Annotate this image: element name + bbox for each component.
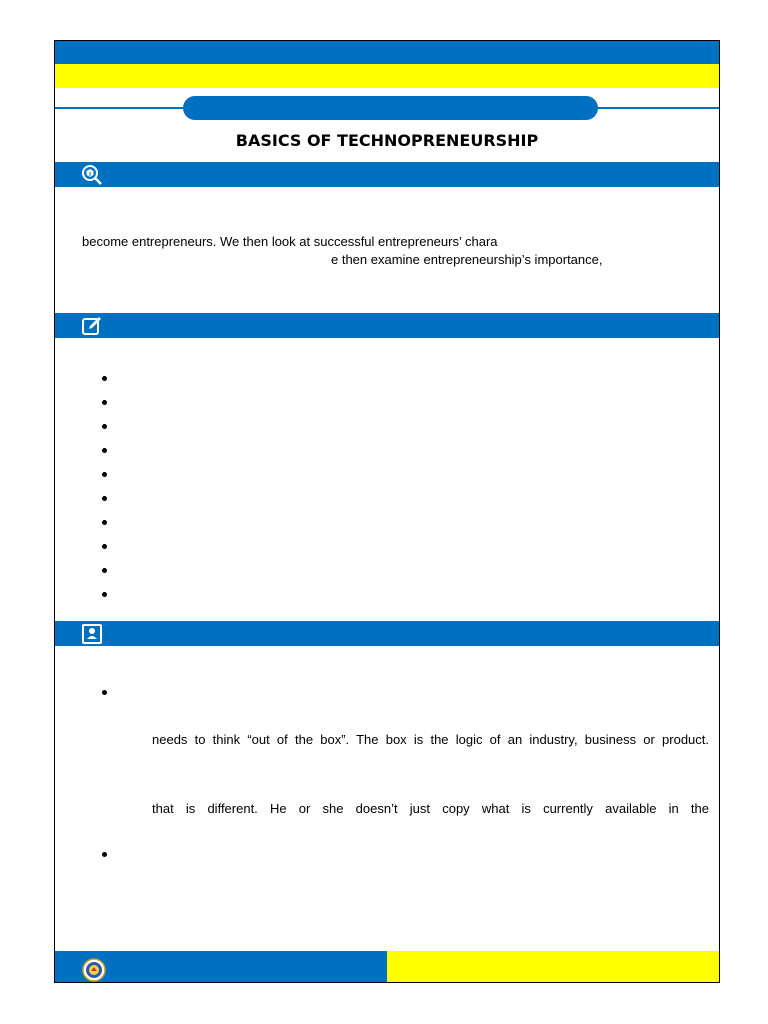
objective-bullet (101, 543, 109, 551)
objective-bullet (101, 447, 109, 455)
page-title: BASICS OF TECHNOPRENEURSHIP (235, 131, 539, 150)
objective-bullet (101, 375, 109, 383)
overview-text-line-1: become entrepreneurs. We then look at successful entrepreneurs’ chara (82, 234, 498, 249)
content-text-line-2: that is different. He or she doesn’t just copy what is currently available in the (152, 801, 709, 816)
overview-text-line-2: e then examine entrepreneurship’s importance, (331, 252, 603, 267)
objective-bullet (101, 519, 109, 527)
footer-yellow-band (387, 951, 720, 983)
content-text-line-1: needs to think “out of the box”. The box is the logic of an industry, business or product. (152, 732, 709, 747)
header-title-pill (183, 96, 598, 120)
document-page (54, 40, 720, 983)
objective-bullet (101, 471, 109, 479)
objective-bullet (101, 567, 109, 575)
header-yellow-band (55, 64, 719, 88)
magnifier-icon (81, 164, 103, 186)
section-bar-content (55, 621, 719, 646)
objective-bullet (101, 495, 109, 503)
profile-card-icon (81, 623, 103, 645)
objective-bullet (101, 591, 109, 599)
section-bar-objectives (55, 313, 719, 338)
content-bullet (101, 851, 109, 859)
section-bar-overview (55, 162, 719, 187)
content-bullet (101, 689, 109, 697)
header-blue-band (55, 41, 719, 64)
objective-bullet (101, 423, 109, 431)
pencil-edit-icon (81, 315, 103, 337)
objective-bullet (101, 399, 109, 407)
university-seal-icon (82, 958, 106, 982)
